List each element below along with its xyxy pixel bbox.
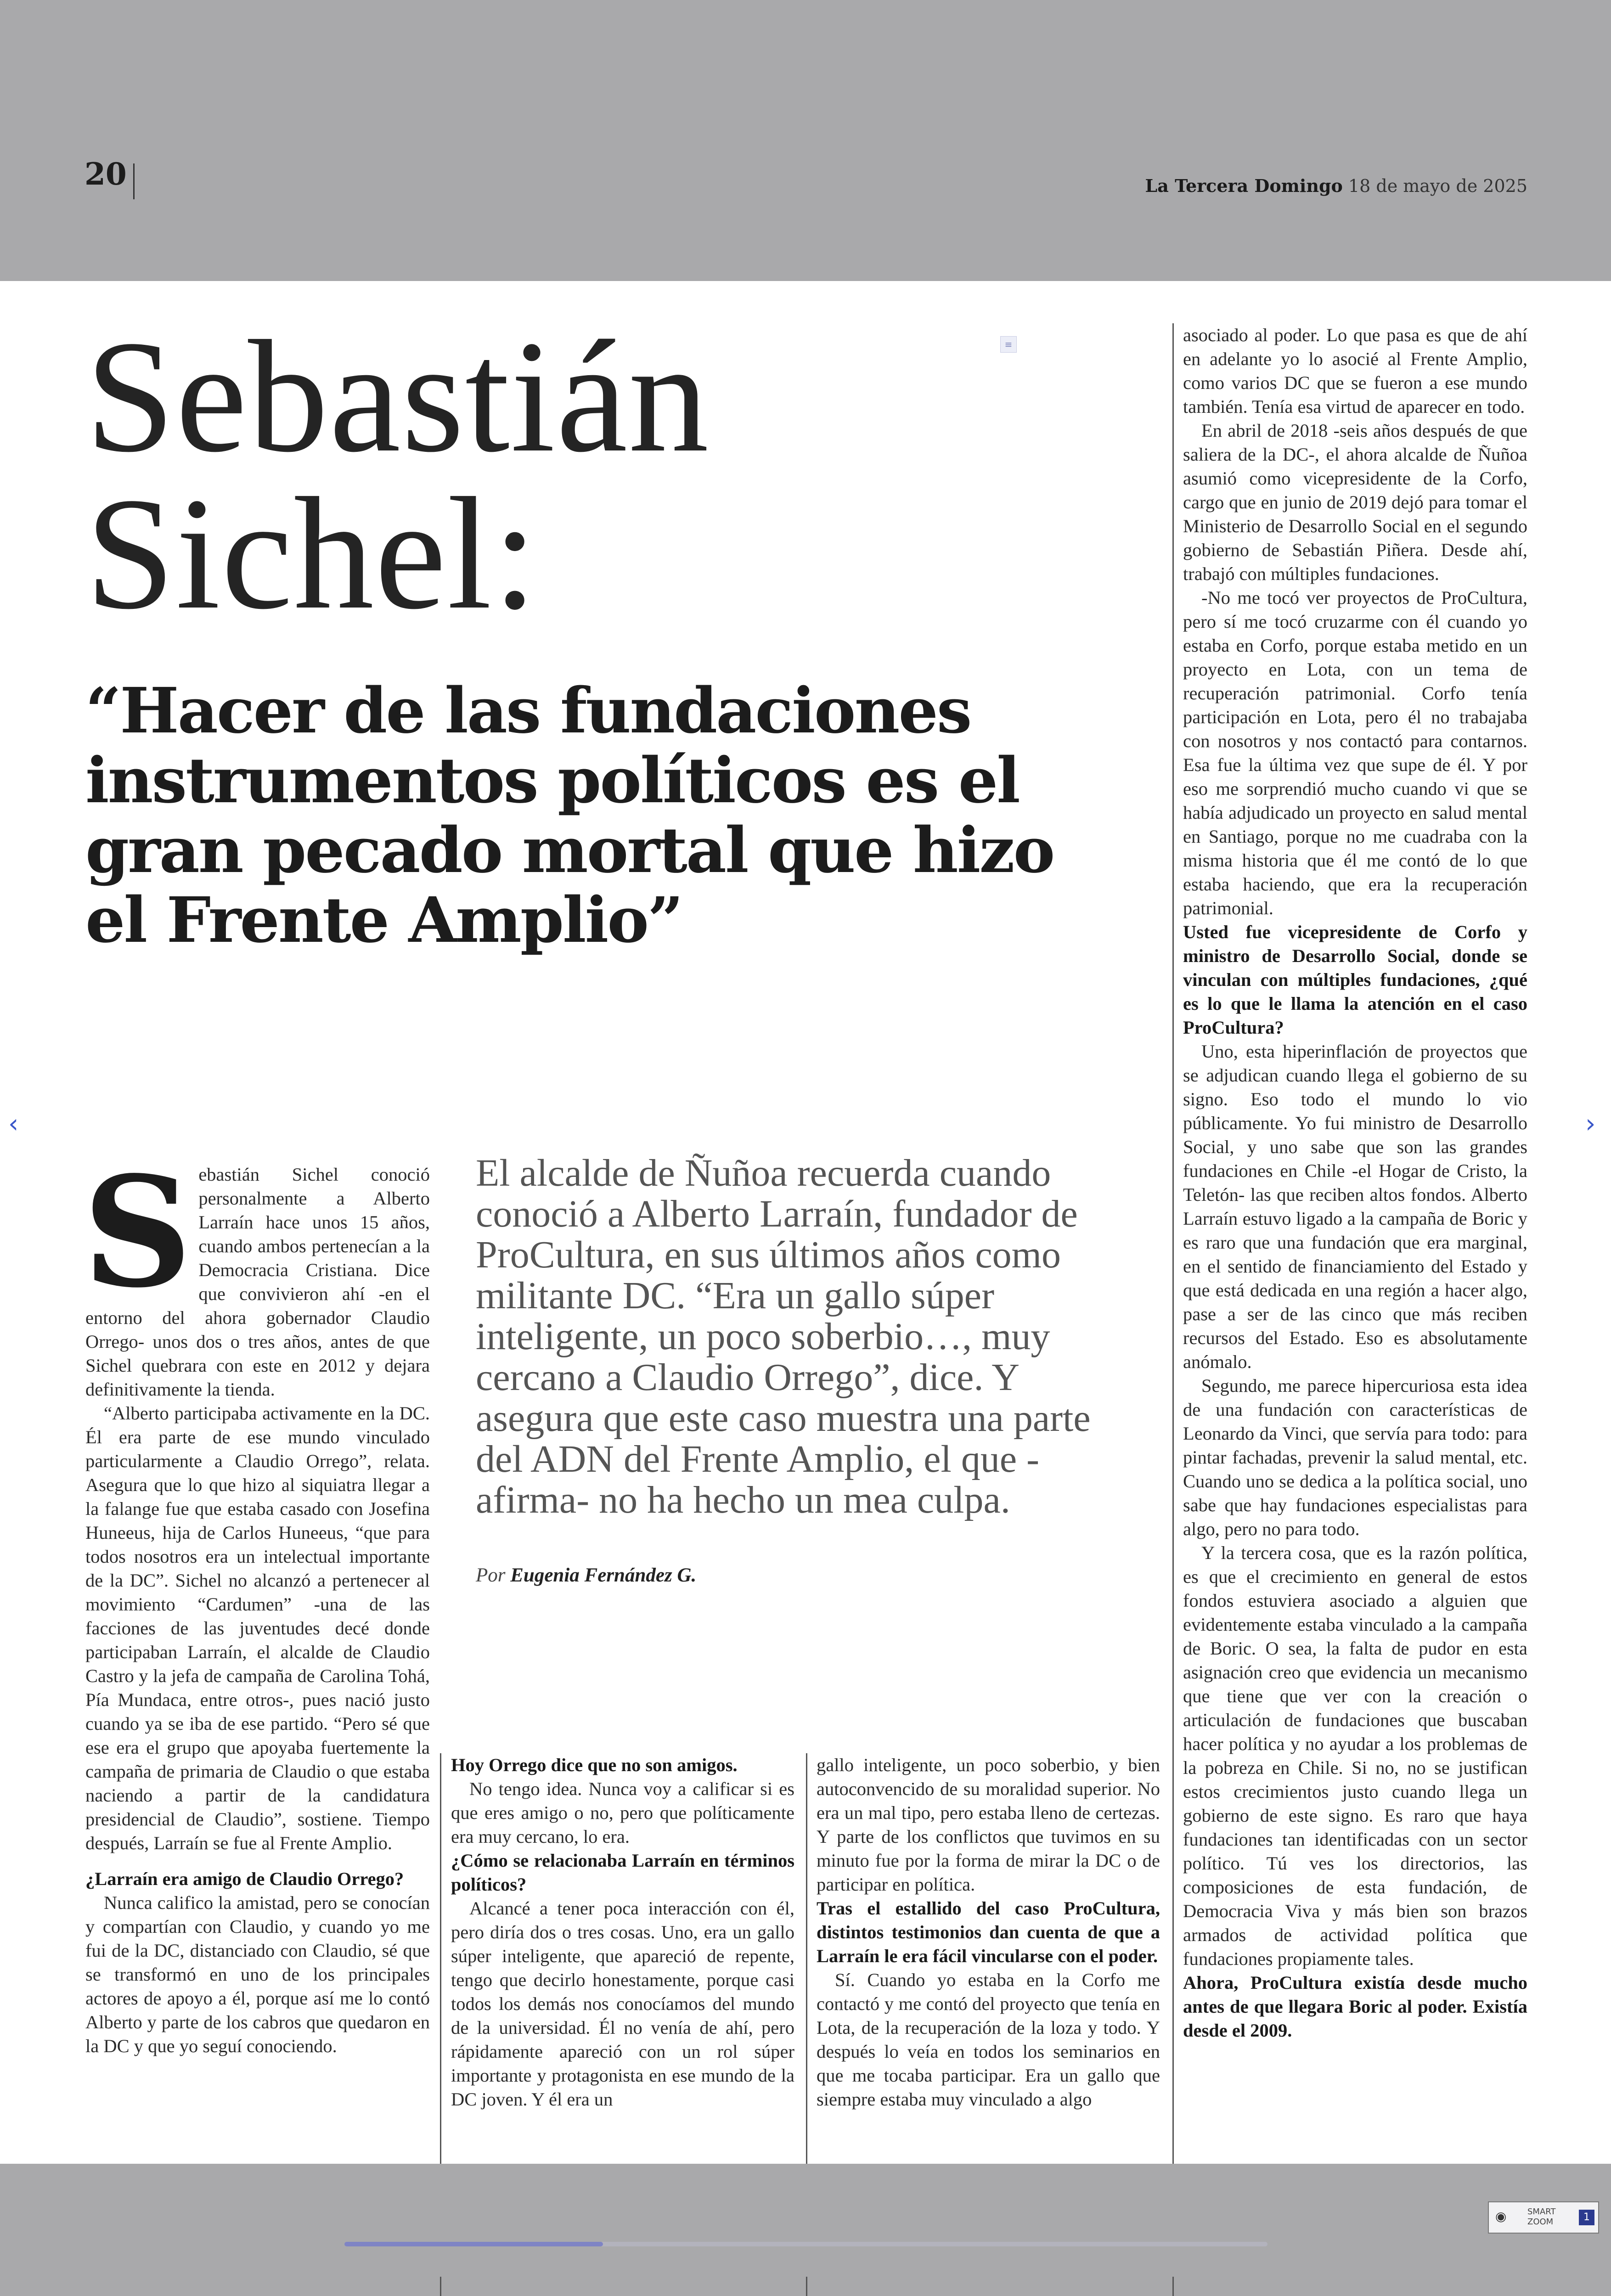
- paragraph: En abril de 2018 -seis años después de que saliera de la DC-, el ahora alcalde de Ñuñoa asumió como vicepresidente de la Corfo, cargo que en junio de 2019 dejó para tomar el Ministerio de Desarrollo Social en el segundo gobierno de Sebastián Piñera. Desde ahí, trabajó con múltiples fundaciones.: [1183, 420, 1527, 584]
- paragraph: -No me tocó ver proyectos de ProCultura, pero sí me tocó cruzarme con él cuando yo estaba en Corfo, porque estaba metido en un proyecto en Lota, con un tema de recuperación patrimonial. Corfo tenía participación en Lota, pero él no trabajaba con nosotros y nos contactó para contarnos. Esa fue la última vez que supe de él. Y por eso me sorprendió mucho cuando vi que se había adjudicado un proyecto en salud mental en Santiago, porque no me cuadraba con la misma historia que él me contó de lo que estaba haciendo, que era la recuperación patrimonial.: [1183, 587, 1527, 918]
- interview-question: ¿Cómo se relacionaba Larraín en términos políticos?: [451, 1850, 794, 1895]
- page-scrollbar-thumb[interactable]: [344, 2242, 603, 2246]
- publication-date: 18 de mayo de 2025: [1348, 176, 1527, 196]
- page-header-bar: [0, 0, 1611, 281]
- paragraph: ebastián Sichel conoció personalmente a Alberto Larraín hace unos 15 años, cuando ambos pertenecían a la Democracia Cristiana. Dice que convivieron ahí -en el entorno del ahora gobernador Claudio Orrego- unos dos o tres años, antes de que Sichel quebrara con este en 2012 y dejara definitivamente la tienda.: [85, 1164, 430, 1400]
- interview-question: Usted fue vicepresidente de Corfo y ministro de Desarrollo Social, donde se vinculan con múltiples fundaciones, ¿qué es lo que le llama la atención en el caso ProCultura?: [1183, 922, 1527, 1038]
- byline-author: Eugenia Fernández G.: [510, 1564, 697, 1586]
- smart-zoom-value: 1: [1579, 2210, 1594, 2225]
- article-lede: El alcalde de Ñuñoa recuerda cuando conoció a Alberto Larraín, fundador de ProCultura, en sus últimos años como militante DC. “Era un gallo súper inteligente, un poco soberbio…, muy cercano a Claudio Orrego”, dice. Y asegura que este caso muestra una parte del ADN del Frente Amplio, el que -afirma- no ha hecho un mea culpa.: [476, 1152, 1091, 1521]
- column-2: [451, 1753, 794, 2111]
- article-link-icon[interactable]: ≡: [1000, 336, 1017, 353]
- column-4: [1183, 323, 1527, 2043]
- column-3: [817, 1753, 1160, 2111]
- interview-answer: Alcancé a tener poca interacción con él, pero diría dos o tres cosas. Uno, era un gallo súper inteligente, que apareció de repente, tengo que decirlo honestamente, porque casi todos los demás nos conocíamos del mundo de la universidad. Él no venía de ahí, pero rápidamente apareció con un rol súper importante y protagonista en ese mundo de la DC joven. Y él era un: [451, 1898, 794, 2110]
- interview-answer: No tengo idea. Nunca voy a calificar si es que eres amigo o no, pero que políticamente era muy cercano, lo era.: [451, 1778, 794, 1847]
- paragraph: asociado al poder. Lo que pasa es que de ahí en adelante yo lo asocié al Frente Amplio, como varios DC que se fueron a ese mundo también. Tenía esa virtud de aparecer en todo.: [1183, 325, 1527, 417]
- interview-answer: Uno, esta hiperinflación de proyectos que se adjudican cuando llega el gobierno de su signo. Eso todo el mundo lo vio públicamente. Yo fui ministro de Desarrollo Social, y uno sabe que son las grandes fundaciones en Chile -el Hogar de Cristo, la Teletón- las que reciben altos fondos. Alberto Larraín estuvo ligado a la campaña de Boric y es raro que una fundación que era marginal, en el sentido de financiamiento del Estado y que está dedicada en una región a hacer algo, pase a ser de las cinco que más reciben recursos del Estado. Eso es absolutamente anómalo.: [1183, 1041, 1527, 1372]
- interview-question: Tras el estallido del caso ProCultura, distintos testimonios dan cuenta de que a Larraín le era fácil vincularse con el poder.: [817, 1898, 1160, 1966]
- publication-name: La Tercera Domingo: [1145, 175, 1343, 196]
- interview-question: ¿Larraín era amigo de Claudio Orrego?: [85, 1868, 404, 1889]
- newspaper-page: [0, 281, 1611, 2164]
- paragraph: “Alberto participaba activamente en la DC. Él era parte de ese mundo vinculado particularmente a Claudio Orrego”, relata. Asegura que lo que hizo al siquiatra llegar a la falange fue que estaba casado con Josefina Huneeus, hija de Carlos Huneeus, “que para todos nosotros era un intelectual importante de la DC”. Sichel no alcanzó a pertenecer al movimiento “Cardumen” -una de las facciones de las juventudes decé donde participaban Larraín, el alcalde de Claudio Castro y la jefa de campaña de Carolina Tohá, Pía Mundaca, entre otros-, pues nació justo cuando ya se iba de ese partido. “Pero sé que ese era el grupo que apoyaba fuertemente la campaña de primaria de Claudio o que estaba naciendo a partir de la candidatura presidencial de Claudio”, sostiene. Tiempo después, Larraín se fue al Frente Amplio.: [85, 1403, 430, 1853]
- smart-zoom-toggle[interactable]: [1488, 2201, 1599, 2234]
- byline-prefix: Por: [476, 1564, 506, 1586]
- interview-answer: Segundo, me parece hipercuriosa esta idea de una fundación con características de Leonardo da Vinci, que servía para todo: para pintar fachadas, prevenir la salud mental, etc. Cuando uno se dedica a la política social, uno sabe que hay fundaciones especialistas para algo, pero no para todo.: [1183, 1375, 1527, 1539]
- column-1: [83, 1143, 430, 2058]
- article-title: [85, 307, 710, 642]
- interview-answer: Nunca califico la amistad, pero se conocían y compartían con Claudio, y cuando yo me fui de la DC, distanciado con Claudio, sé que se transformó en uno de los principales actores de apoyo a él, porque así me lo contó Alberto y parte de los cabros que quedaron en la DC y que yo seguí conociendo.: [85, 1892, 430, 2056]
- page-number: 20: [84, 156, 127, 192]
- column-divider: [1172, 323, 1174, 2296]
- interview-question: Hoy Orrego dice que no son amigos.: [451, 1755, 738, 1775]
- viewer-footer-bar: [0, 2164, 1611, 2277]
- previous-page-chevron-icon[interactable]: ‹: [8, 1109, 19, 1139]
- article-subtitle: “Hacer de las fundaciones instrumentos políticos es el gran pecado mortal que hizo el Frente Amplio”: [85, 674, 1054, 957]
- smart-zoom-label: SMART ZOOM: [1527, 2207, 1556, 2227]
- title-line-2: Sichel:: [85, 464, 539, 642]
- header-divider: [133, 163, 135, 199]
- article-byline: [476, 1564, 696, 1587]
- eye-icon: ◉: [1495, 2209, 1507, 2224]
- drop-cap: S: [83, 1143, 192, 1321]
- interview-answer: Sí. Cuando yo estaba en la Corfo me contactó y me contó del proyecto que tenía en Lota, de la recuperación de la loza y todo. Y después lo veía en todos los seminarios en que me tocaba participar. Era un gallo que siempre estaba muy vinculado a algo: [817, 1970, 1160, 2110]
- paragraph: gallo inteligente, un poco soberbio, y bien autoconvencido de su moralidad superior. No era un mal tipo, pero estaba lleno de certezas. Y parte de los conflictos que tuvimos en su minuto fue por la forma de mirar la DC o de participar en política.: [817, 1755, 1160, 1895]
- title-line-1: Sebastián: [85, 307, 710, 485]
- interview-answer: Y la tercera cosa, que es la razón política, es que el crecimiento en general de estos fondos estuviera asociado a alguien que evidentemente estaba vinculado a la campaña de Boric. O sea, la falta de pudor en esta asignación creo que evidencia un mecanismo que tiene que ver con la creación o articulación de fundaciones que buscaban hacer política y no ayudar a los problemas de la pobreza en Chile. Si no, no se justifican estos crecimientos justo cuando llega un gobierno de este signo. Es raro que haya fundaciones tan identificadas con un sector político. Tú ves los directorios, las composiciones de esta fundación, de Democracia Viva y más bien son brazos armados de actividad política que fundaciones propiamente tales.: [1183, 1542, 1527, 1969]
- masthead: [1145, 175, 1528, 196]
- interview-question: Ahora, ProCultura existía desde mucho antes de que llegara Boric al poder. Existía desde el 2009.: [1183, 1972, 1527, 2041]
- next-page-chevron-icon[interactable]: ›: [1585, 1109, 1596, 1139]
